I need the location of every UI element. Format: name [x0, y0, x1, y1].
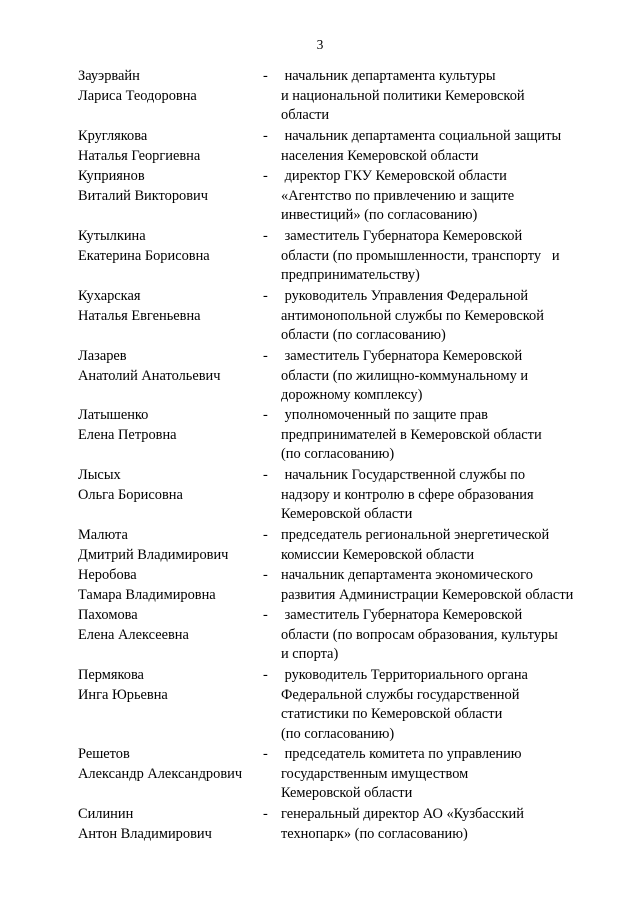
member-position: председатель комитета по управлению государственным имуществом Кемеровской области: [281, 746, 522, 802]
member-given-names: Виталий Викторович: [78, 187, 208, 204]
member-position: заместитель Губернатора Кемеровской области (по жилищно-коммунальному и дорожному комплексу): [281, 348, 529, 404]
member-position: заместитель Губернатора Кемеровской области (по вопросам образования, культуры и спорта): [281, 607, 558, 663]
member-position: руководитель Управления Федеральной антимонопольной службы по Кемеровской области (по согласованию): [281, 288, 544, 344]
dash-separator: -: [263, 527, 268, 543]
dash-separator: -: [263, 407, 268, 423]
member-name: [78, 167, 258, 206]
member-surname: Пермякова: [78, 667, 144, 683]
member-surname: Круглякова: [78, 128, 148, 144]
member-given-names: Елена Петровна: [78, 426, 177, 443]
dash-separator: -: [263, 68, 268, 84]
member-surname: Куприянов: [78, 168, 145, 184]
dash-separator: -: [263, 667, 268, 683]
dash-separator: -: [263, 168, 268, 184]
dash-separator: -: [263, 746, 268, 762]
member-name: [78, 526, 258, 565]
member-surname: Кутылкина: [78, 228, 146, 244]
member-surname: Решетов: [78, 746, 130, 762]
member-name: [78, 466, 258, 505]
member-surname: Латышенко: [78, 407, 149, 423]
member-position: председатель региональной энергетической комиссии Кемеровской области: [281, 527, 550, 563]
member-given-names: Анатолий Анатольевич: [78, 367, 221, 384]
member-name: [78, 127, 258, 166]
page-number: 3: [316, 37, 324, 52]
dash-separator: -: [263, 467, 268, 483]
member-position: начальник Государственной службы по надзору и контролю в сфере образования Кемеровской области: [281, 467, 534, 523]
member-position: начальник департамента культуры и национальной политики Кемеровской области: [281, 68, 525, 124]
member-given-names: Наталья Георгиевна: [78, 147, 201, 164]
member-name: [78, 745, 258, 784]
member-given-names: Лариса Теодоровна: [78, 87, 197, 104]
member-position: директор ГКУ Кемеровской области «Агентство по привлечению и защите инвестиций» (по согласованию): [281, 168, 515, 224]
member-given-names: Ольга Борисовна: [78, 486, 183, 503]
dash-separator: -: [263, 288, 268, 304]
member-name: [78, 67, 258, 106]
member-surname: Лысых: [78, 467, 121, 483]
member-given-names: Антон Владимирович: [78, 825, 212, 842]
member-surname: Силинин: [78, 806, 134, 822]
member-given-names: Елена Алексеевна: [78, 626, 189, 643]
member-name: [78, 287, 258, 326]
member-given-names: Дмитрий Владимирович: [78, 546, 229, 563]
member-surname: Зауэрвайн: [78, 68, 140, 84]
member-name: [78, 227, 258, 266]
member-position: начальник департамента социальной защиты населения Кемеровской области: [281, 128, 562, 164]
member-given-names: Инга Юрьевна: [78, 686, 168, 703]
member-name: [78, 666, 258, 705]
dash-separator: -: [263, 348, 268, 364]
member-position: генеральный директор АО «Кузбасский технопарк» (по согласованию): [281, 806, 524, 842]
member-name: [78, 406, 258, 445]
dash-separator: -: [263, 607, 268, 623]
dash-separator: -: [263, 567, 268, 583]
member-given-names: Тамара Владимировна: [78, 586, 216, 603]
member-given-names: Наталья Евгеньевна: [78, 307, 201, 324]
member-surname: Кухарская: [78, 288, 141, 304]
member-name: [78, 606, 258, 645]
member-position: заместитель Губернатора Кемеровской области (по промышленности, транспорту и предпринимательству): [281, 228, 560, 284]
member-name: [78, 347, 258, 386]
dash-separator: -: [263, 228, 268, 244]
member-position: руководитель Территориального органа Федеральной службы государственной статистики по Кемеровской области (по согласованию): [281, 667, 528, 743]
dash-separator: -: [263, 806, 268, 822]
member-surname: Лазарев: [78, 348, 127, 364]
member-name: [78, 566, 258, 605]
member-surname: Малюта: [78, 527, 128, 543]
member-surname: Пахомова: [78, 607, 138, 623]
member-surname: Неробова: [78, 567, 137, 583]
member-position: начальник департамента экономического развития Администрации Кемеровской области: [281, 567, 574, 603]
dash-separator: -: [263, 128, 268, 144]
member-given-names: Александр Александрович: [78, 765, 243, 782]
member-given-names: Екатерина Борисовна: [78, 247, 210, 264]
member-name: [78, 805, 258, 844]
member-position: уполномоченный по защите прав предпринимателей в Кемеровской области (по согласованию): [281, 407, 542, 463]
